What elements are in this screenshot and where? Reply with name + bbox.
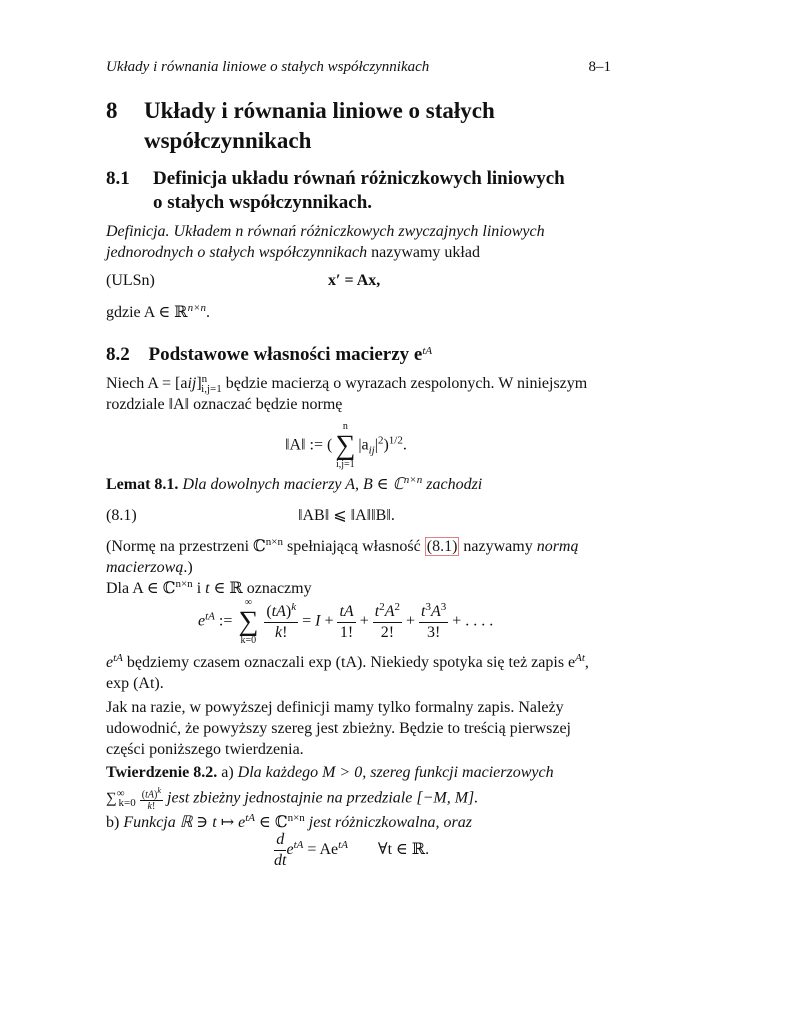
running-header	[106, 57, 611, 78]
definition-label: Definicja.	[106, 223, 170, 240]
chapter-title-line2: współczynnikach	[144, 128, 312, 153]
section-number: 8.2	[106, 344, 130, 365]
equation-ulsn: x′ = Ax,	[328, 272, 381, 289]
equation-reference-link[interactable]: (8.1)	[426, 538, 458, 555]
norm-equation: ‖A‖ := ( n ∑ i,j=1 $|a_{ij}|^2)^{1/2}$.	[285, 421, 407, 470]
theorem-8-2: Twierdzenie 8.2. a) Dla każdego M > 0, szereg funkcji macierzowych $\sum^\infty_{k=0}$ $\frac{(tA)^k}{k!}$ jest zbieżny jednostajnie na przedziale [−M, M]. b) Funkcja ℝ ∋ t ↦ $e^{tA}$ ∈ ℂ$^{n\times n}$ jest różniczkowalna, oraz	[106, 764, 554, 832]
equation-ulsn-tag: (ULSn)	[106, 272, 155, 289]
derivative-equation: $\frac{d}{dt}$ $e^{tA} = Ae^{tA}$ ∀t ∈ ℝ.	[274, 831, 430, 869]
running-title: Układy i równania liniowe o stałych współczynnikach	[106, 59, 430, 75]
equation-8-1: ‖AB‖ ⩽ ‖A‖‖B‖.	[298, 507, 395, 524]
section-8-2-heading: 8.2 Podstawowe własności macierzy $e^{tA}$	[106, 344, 433, 365]
lemma-8-1: Lemat 8.1. Dla dowolnych macierzy A, B ∈ ℂ$^{n\times n}$ zachodzi	[106, 474, 483, 493]
where-line: gdzie A ∈ ℝ$^{n\times n}$.	[106, 302, 211, 321]
chapter-number: 8	[106, 98, 118, 123]
equation-8-1-tag: (8.1)	[106, 507, 137, 524]
paragraph-norm-intro: Niech A = [aij]$^n_{i,j=1}$ będzie macierzą o wyrazach zespolonych. W niniejszym rozdziale ‖A‖ oznaczać będzie normę	[106, 373, 588, 413]
paragraph-exp-notation: $e^{tA}$ będziemy czasem oznaczali exp (tA). Niekiedy spotyka się też zapis $e^{At}$, exp (At).	[106, 652, 589, 692]
definition-paragraph: Definicja. Układem n równań różniczkowych zwyczajnych liniowych jednorodnych o stałych współczynnikach nazywamy układ	[106, 223, 545, 261]
chapter-title-line1: Układy i równania liniowe o stałych	[144, 98, 495, 123]
paragraph-matrix-norm: (Normę na przestrzeni ℂ$^{n\times n}$ spełniającą własność (8.1) nazywamy normą macierzową.) Dla A ∈ ℂ$^{n\times n}$ i t ∈ ℝ oznaczmy	[106, 536, 579, 597]
chapter-title	[106, 96, 495, 156]
section-8-1-heading	[106, 167, 565, 215]
section-number: 8.1	[106, 168, 130, 189]
exponential-series-equation: $e^{tA}$ := ∞ ∑ k=0 $\frac{(tA)^k}{k!}$ = I + $\frac{tA}{1!}$ + $\frac{t^2A^2}{2!}$ + $\frac{t^3A^3}{3!}$ + . . . .	[198, 597, 494, 646]
theorem-label: Twierdzenie 8.2.	[106, 764, 218, 781]
section-title-line1: Definicja układu równań różniczkowych liniowych	[153, 168, 565, 189]
page-number: 8–1	[588, 59, 611, 75]
section-title-line2: o stałych współczynnikach.	[153, 192, 373, 213]
paragraph-convergence-note: Jak na razie, w powyższej definicji mamy tylko formalny zapis. Należy udowodnić, że powyższy szereg jest zbieżny. Będzie to treścią pierwszej części poniższego twierdzenia.	[106, 699, 571, 758]
lemma-label: Lemat 8.1.	[106, 476, 179, 493]
section-title: Podstawowe własności macierzy e	[148, 344, 423, 365]
